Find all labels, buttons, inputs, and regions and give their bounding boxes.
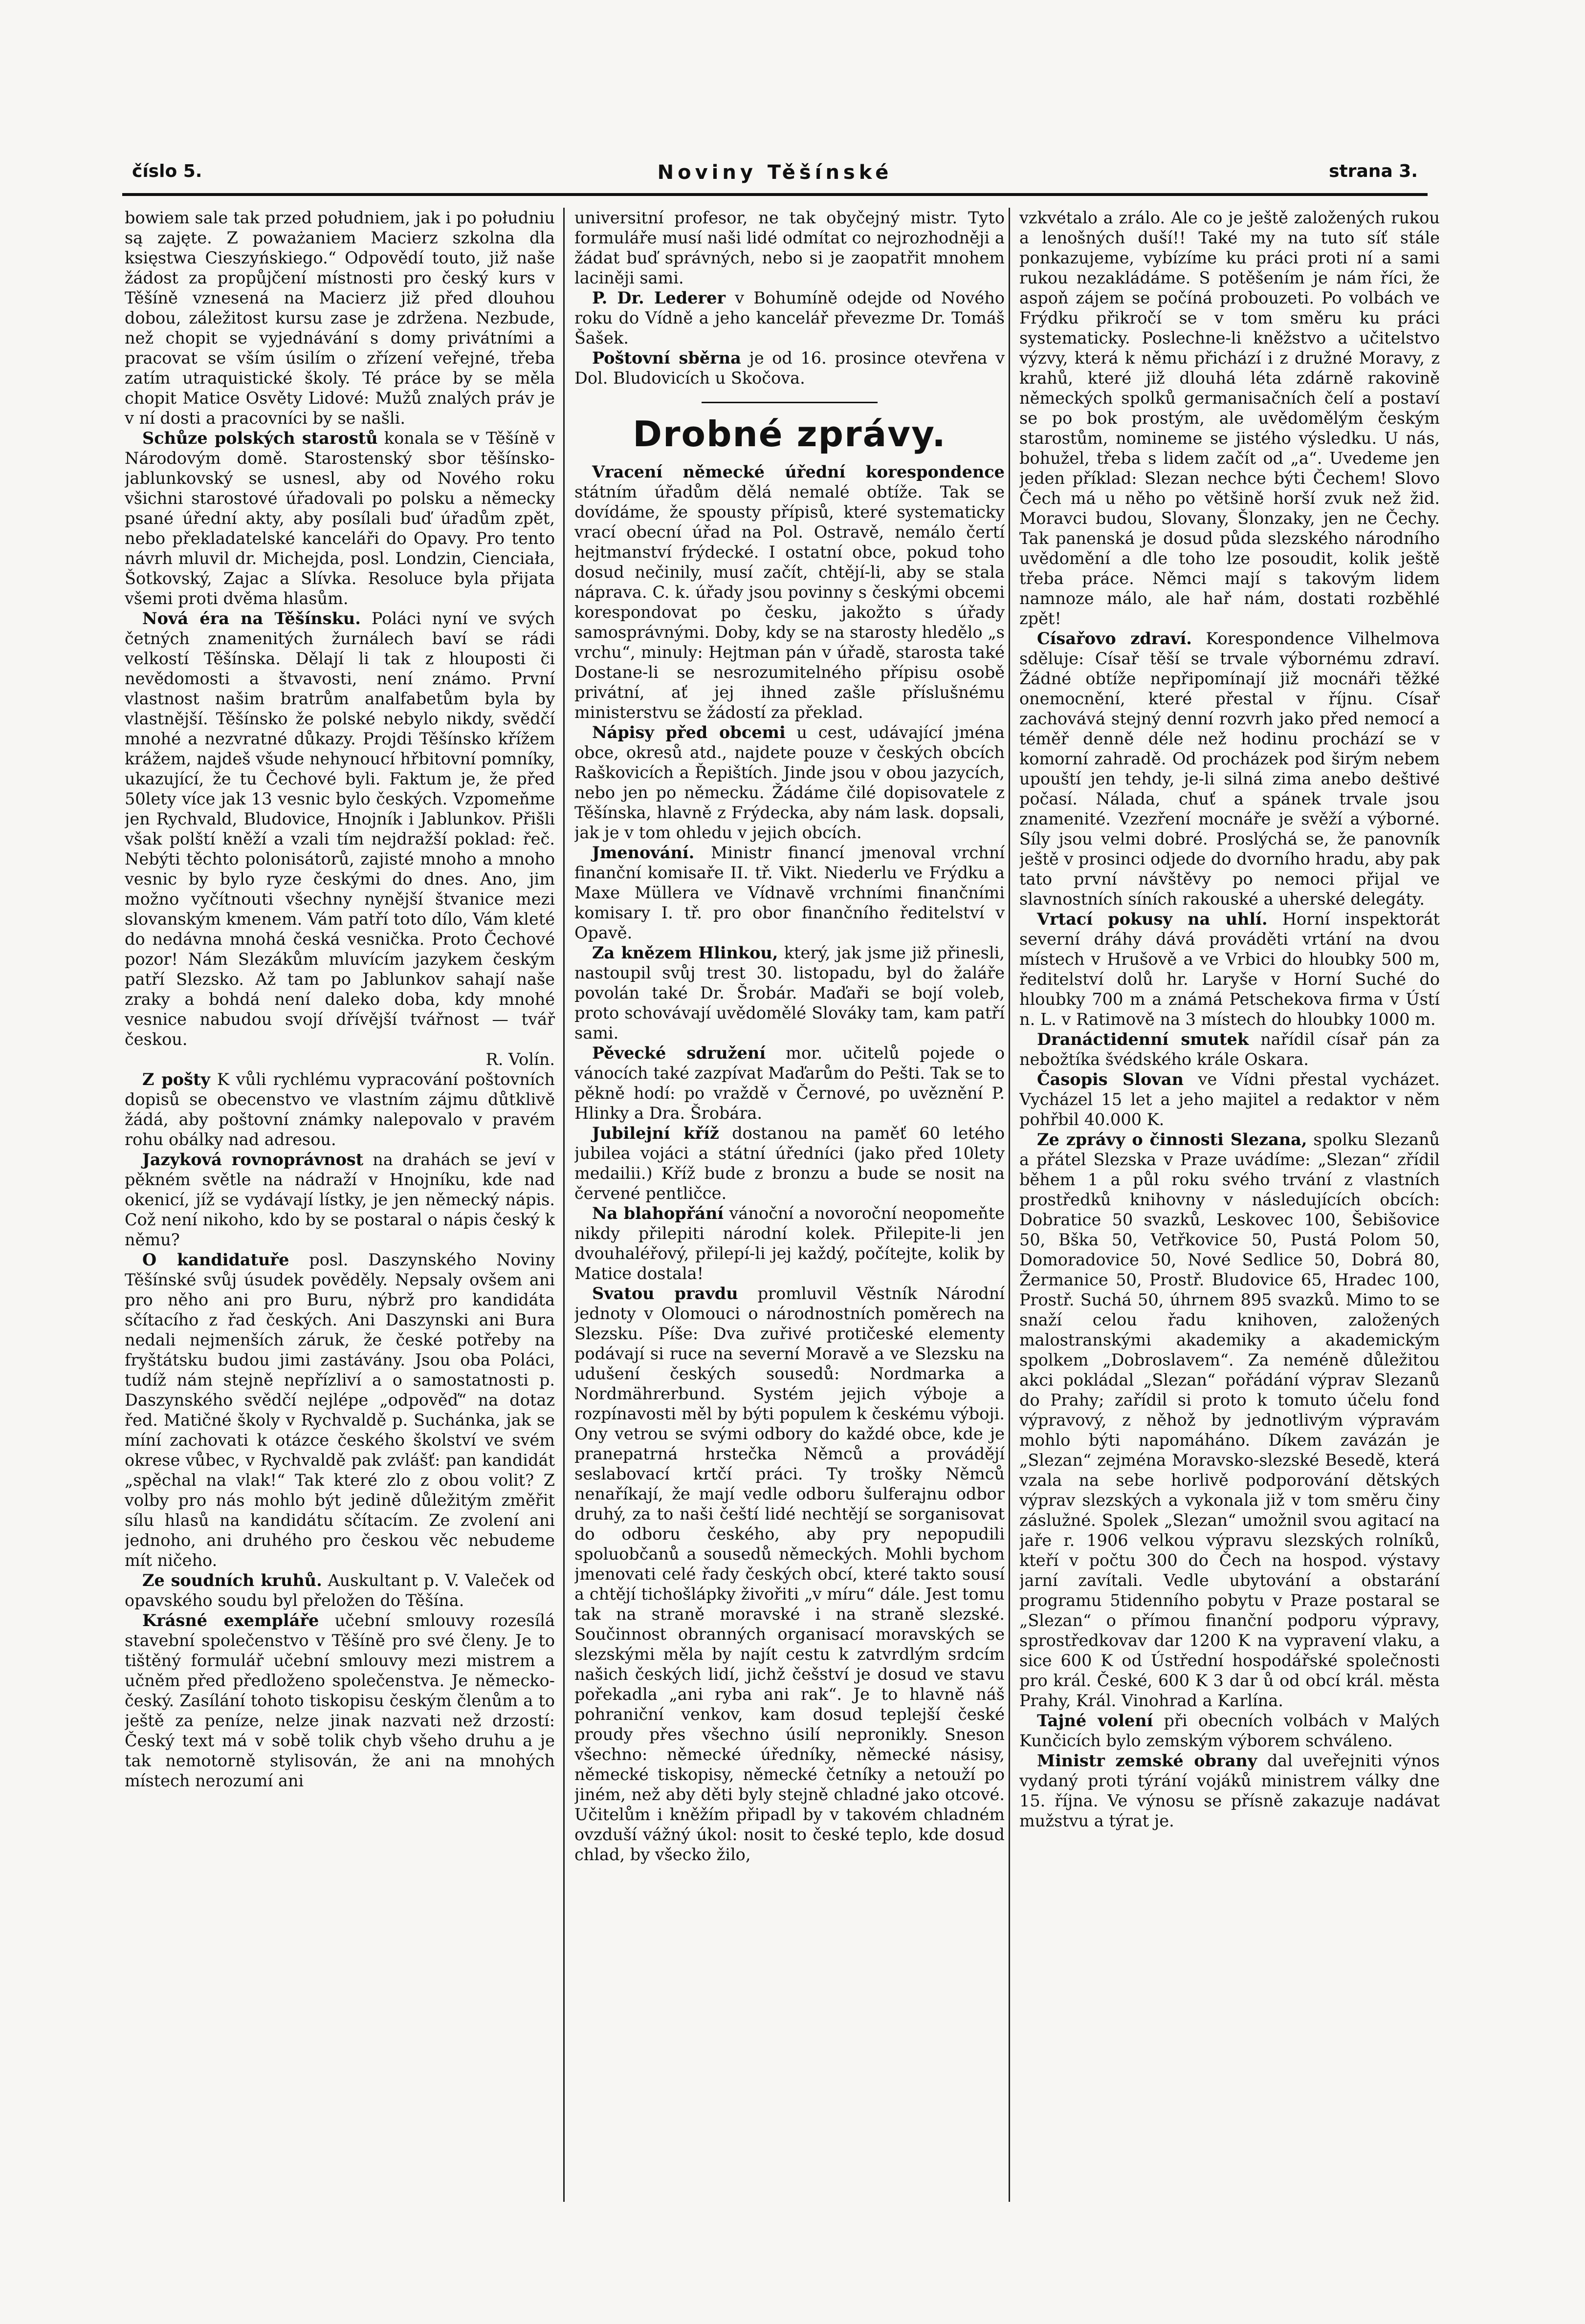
article-text: K vůli rychlému vypracování poštovních dopisů se obecenstvo ve vlastním zájmu důtklivě žádá, aby poštovní známky nalepovalo v pravém rohu obálky nad adresou.	[125, 1070, 555, 1149]
article-paragraph	[574, 722, 1005, 843]
article-text: universitní profesor, ne tak obyčejný mistr. Tyto formuláře musí naši lidé odmítat co nejrozhodněji a žádat buď správných, nebo si je zaopatřit mnohem laciněji sami.	[574, 208, 1005, 287]
article-text: Korespondence Vilhelmova sděluje: Císař těší se trvale výbornému zdraví. Žádné obtíže nepřipomínají již mocnáři těžké onemocnění, které přestal v říjnu. Císař zachovává stejný denní rozvrh jako před nemocí a téměř denně déle než hodinu prochází se v komorní zahradě. Od procházek pod širým nebem upouští jen tehdy, je-li silná zima anebo deštivé počasí. Nálada, chuť a spánek trvale jsou znamenité. Vzezření mocnáře je svěží a výborné. Síly jsou velmi dobré. Proslýchá se, že panovník ještě v prosinci odjede do dvorního hradu, aby pak tato první návštěvy po nemoci přijal ve slavnostních síních rakouské a uherské delegáty.	[1019, 629, 1440, 909]
article-text: na drahách se jeví v pěkném světle na nádraží v Hnojníku, kde nad okenicí, jíž se vydávají lístky, je jen německý nápis. Což není nikoho, kdo by se postaral o nápis český k němu?	[125, 1150, 555, 1249]
issue-number: číslo 5.	[132, 161, 202, 181]
article-paragraph	[574, 288, 1005, 348]
article-headline: O kandidatuře	[142, 1250, 289, 1269]
article-paragraph	[125, 428, 555, 608]
article-text: který, jak jsme již přinesli, nastoupil svůj trest 30. listopadu, byl do žaláře povolán také Dr. Šrobár. Maďaři se bojí voleb, proto schovávají uvědomělé Slováky tam, kam patří sami.	[574, 943, 1005, 1043]
page-header	[122, 161, 1428, 191]
article-paragraph	[574, 462, 1005, 722]
author-signature	[125, 1049, 555, 1069]
article-headline: Za knězem Hlinkou,	[592, 943, 778, 962]
article-headline: Jmenování.	[592, 843, 695, 862]
article-headline: Nápisy před obcemi	[592, 723, 786, 742]
article-text: vzkvétalo a zrálo. Ale co je ještě založených rukou a lenošných duší!! Také my na tuto síť stále ponkazujeme, vybízíme ku práci proti ní a sami rukou nezakládáme. S potěšením je nám říci, že aspoň zájem se počíná probouzeti. Po volbách ve Frýdku přikročí se v tom směru ku práci systematicky. Poslechne-li kněžstvo a učitelstvo výzvy, která k němu přichází i z družné Moravy, z krahů, které již dlouhá léta zdárně rakovině německých spolků germanisačních čelí a postaví se po bok prostým, ale uvědomělým českým starostům, nomineme se jistého výsledku. U nás, bohužel, třeba s lidem začít od „a“. Uvedeme jen jeden příklad: Slezan nechce býti Čechem! Slovo Čech má u něho po většině horší zvuk než žid. Moravci budou, Slovany, Šlonzaky, jen ne Čechy. Tak panenská je dosud půda slezského národního uvědomění a dle toho lze posoudit, kolik ještě třeba práce. Němci mají s takovým lidem namnoze málo, ale hař nám, dostati rozběhlé zpět!	[1019, 208, 1440, 628]
article-paragraph	[125, 1610, 555, 1791]
article-paragraph	[125, 208, 555, 428]
article-text: dal uveřejniti výnos vydaný proti týrání vojáků ministrem války dne 15. října. Ve výnosu se přísně zakazuje nadávat mužstvu a týrat je.	[1019, 1751, 1440, 1830]
article-paragraph	[1019, 1069, 1440, 1129]
article-paragraph	[574, 1283, 1005, 1865]
article-text: učební smlouvy rozesílá stavební společenstvo v Těšíně pro své členy. Je to tištěný formulář učební smlouvy mezi mistrem a učněm před předloženo společenstva. Je německo-český. Zasílání tohoto tiskopisu českým členům a to ještě za peníze, nelze jinak nazvati než drzostí: Český text má v sobě tolik chyb všeho druhu a je tak nemotorně stylisován, že ani na mnohých místech nerozumí ani	[125, 1611, 555, 1790]
article-headline: Vracení německé úřední korespondence	[592, 462, 1005, 481]
article-headline: Vrtací pokusy na uhlí.	[1037, 910, 1268, 929]
article-headline: Z pošty	[142, 1070, 210, 1089]
section-heading: Drobné zprávy.	[633, 413, 947, 455]
article-text: při obecních volbách v Malých Kunčicích bylo zemským výborem schváleno.	[1019, 1711, 1440, 1750]
article-paragraph	[574, 943, 1005, 1043]
article-text: ve Vídni přestal vycházet. Vycházel 15 let a jeho majitel a redaktor v něm pohřbil 40.000 K.	[1019, 1070, 1440, 1129]
article-paragraph	[1019, 629, 1440, 909]
article-text: v Bohumíně odejde od Nového roku do Vídně a jeho kancelář převezme Dr. Tomáš Šašek.	[574, 288, 1005, 348]
column-1	[125, 208, 555, 2202]
article-paragraph	[1019, 1711, 1440, 1751]
column-divider	[1009, 208, 1010, 2202]
article-text: dostanou na paměť 60 letého jubilea vojáci a státní úředníci (jako před 10lety medailii.) Kříž bude z bronzu a bude se nosit na červené pentličce.	[574, 1124, 1005, 1203]
column-divider	[563, 208, 565, 2202]
article-paragraph	[574, 1043, 1005, 1123]
article-paragraph	[574, 843, 1005, 943]
article-paragraph	[574, 208, 1005, 288]
header-rule	[122, 193, 1428, 196]
article-headline: Pěvecké sdružení	[592, 1043, 766, 1063]
article-paragraph	[125, 1250, 555, 1570]
article-headline: P. Dr. Lederer	[592, 288, 726, 307]
article-text: konala se v Těšíně v Národovým domě. Starostenský sbor těšínsko-jablunkovský se usnesl, aby od Nového roku všichni starostové úřadovali po polsku a německy psané úřední akty, aby posílali buď úřadům zpět, nebo překladatelské kanceláři do Opavy. Pro tento návrh mluvil dr. Michejda, posl. Londzin, Cienciała, Šotkovský, Zajac a Slívka. Resoluce byla přijata všemi proti dvěma hlasům.	[125, 429, 555, 608]
article-text: R. Volín.	[485, 1050, 555, 1069]
article-headline: Jazyková rovnoprávnost	[142, 1150, 364, 1169]
article-headline: Tajné volení	[1037, 1711, 1153, 1730]
article-headline: Svatou pravdu	[592, 1284, 738, 1303]
article-paragraph	[125, 1150, 555, 1250]
article-headline: Ze zprávy o činnosti Slezana,	[1037, 1130, 1307, 1149]
article-text: mor. učitelů pojede o vánocích také zazpívat Maďarům do Pešti. Tak se to pěkně hodí: po vraždě v Černové, po uvěznění P. Hlinky a Dra. Šrobára.	[574, 1043, 1005, 1123]
article-headline: Poštovní sběrna	[592, 348, 741, 368]
article-headline: Krásné exempláře	[142, 1611, 319, 1630]
article-paragraph	[125, 1570, 555, 1610]
article-paragraph	[1019, 1029, 1440, 1069]
article-paragraph	[1019, 208, 1440, 629]
masthead-title: Noviny Těšínské	[657, 161, 893, 184]
article-headline: Ze soudních kruhů.	[142, 1571, 322, 1590]
page-number: strana 3.	[1329, 161, 1418, 181]
article-text: Ministr financí jmenoval vrchní finanční komisaře II. tř. Vikt. Niederlu ve Frýdku a Maxe Müllera ve Vídnavě vrchními finančními komisary I. tř. pro obor finančního ředitelství v Opavě.	[574, 843, 1005, 942]
article-headline: Nová éra na Těšínsku.	[142, 609, 361, 628]
article-paragraph	[574, 1203, 1005, 1283]
article-headline: Časopis Slovan	[1037, 1070, 1184, 1089]
column-3	[1019, 208, 1440, 2202]
article-paragraph	[125, 608, 555, 1049]
article-text: bowiem sale tak przed południem, jak i po południu są zajęte. Z poważaniem Macierz szkolna dla księstwa Cieszyńskiego.“ Odpovědí touto, již naše žádost za propůjčení místnosti pro český kurs v Těšíně vznesená na Macierz již před dlouhou dobou, záležitost kursu zase je zdržena. Nezbude, než chopit se vyjednávání s domy privátními a pracovat se vším úsilím o zřízení veřejné, třeba zatím utraquistické školy. Té práce by se měla chopit Matice Osvěty Lidové: Mužů znalých práv je v ní dosti a pracovníci by se našli.	[125, 208, 555, 428]
article-headline: Ministr zemské obrany	[1037, 1751, 1257, 1770]
article-text: u cest, udávající jména obce, okresů atd., najdete pouze v českých obcích Raškovicích a Řepištích. Jinde jsou v obou jazycích, nebo jen po německu. Žádáme čilé dopisovatele z Těšínska, hlavně z Frýdecka, aby nám lask. dopsali, jak je v tom ohledu v jejich obcích.	[574, 723, 1005, 842]
article-paragraph	[125, 1069, 555, 1150]
article-text: Horní inspektorát severní dráhy dává prováděti vrtání na dvou místech v Hrušově a ve Vrbici do hloubky 500 m, ředitelství dolů hr. Laryše v Horní Suché do hloubky 700 m a známá Petschekova firma v Ústí n. L. v Ratimově na 3 místech do hloubky 1000 m.	[1019, 910, 1440, 1029]
column-2	[574, 208, 1005, 2202]
article-text: Auskultant p. V. Valeček od opavského soudu byl přeložen do Těšína.	[125, 1571, 555, 1610]
article-text: Poláci nyní ve svých četných znamenitých žurnálech baví se rádi velkostí Těšínska. Dělají li tak z hlouposti či nevědomosti a štvavosti, není známo. První vlastnost našim bratrům analfabetům byla by vlastnější. Těšínsko že polské nebylo nikdy, svědčí mnohé a nezvratné důkazy. Projdi Těšínsko křížem krážem, najdeš všude nehynoucí hřbitovní pomníky, ukazující, že tu Čechové byli. Faktum je, že před 50lety více jak 13 vesnic bylo českých. Vzpomeňme jen Rychvald, Bludovice, Hnojník i Jablunkov. Přišli však polští kněží a vzali tím nejdražší poklad: řeč. Nebýti těchto polonisátorů, zajisté mnoho a mnoho vesnic by bylo ryze českými do dnes. Ano, jim možno vyčítnouti všechny nynější štvanice mezi slovanským kmenem. Vám patří toto dílo, Vám kleté do nedávna mnohá česká vesnička. Proto Čechové pozor! Nám Slezákům mluvícím jazykem českým patří Slezsko. Až tam po Jablunkov sahají naše zraky a bohdá není daleko doba, kdy mnohé vesnice nabudou svojí dřívější tvářnost — tvář českou.	[125, 609, 555, 1049]
article-text: spolku Slezanů a přátel Slezska v Praze uvádíme: „Slezan“ zřídil během 1 a půl roku svého trvání z vlastních prostředků knihovny v následujících obcích: Dobratice 50 svazků, Leskovec 100, Šebišovice 50, Bška 50, Vetřkovice 50, Pustá Polom 50, Domoradovice 50, Nové Sedlice 50, Dobrá 80, Žermanice 50, Prostř. Bludovice 65, Hradec 100, Prostř. Suchá 50, úhrnem 895 svazků. Mimo to se snaží celou řadu knihoven, založených malostranskými akademiky a akademickým spolkem „Dobroslavem“. Za neméně důležitou akci pokládal „Slezan“ pořádání výprav Slezanů do Prahy; zařídil si proto k tomuto účelu fond výpravový, z něhož by jednotlivým výpravám mohlo býti napomáháno. Díkem zavázán je „Slezan“ zejména Moravsko-slezské Besedě, která vzala na sebe horlivě podporování dětských výprav slezských a vykonala již v tom směru činy záslužné. Spolek „Slezan“ umožnil svou agitací na jaře r. 1906 velkou výpravu slezských rolníků, kteří v počtu 300 do Čech na hospod. výstavy jarní zavítali. Vedle ubytování a obstarání programu 5tidenního pobytu v Praze postaral se „Slezan“ o přímou finanční podporu výpravy, sprostředkovav dar 1200 K na vypravení vlaku, a sice 600 K od Ústřední hospodářské společnosti pro král. České, 600 K 3 dar ů od obcí král. města Prahy, Král. Vinohrad a Karlína.	[1019, 1130, 1440, 1710]
section-rule	[702, 402, 878, 403]
article-paragraph	[574, 348, 1005, 388]
article-text: je od 16. prosince otevřena v Dol. Bludovicích u Skočova.	[574, 348, 1005, 388]
article-paragraph	[1019, 909, 1440, 1029]
article-paragraph	[1019, 1751, 1440, 1831]
article-headline: Jubilejní kříž	[592, 1124, 719, 1143]
article-text: posl. Daszynského Noviny Těšínské svůj úsudek pověděly. Nepsaly ovšem ani pro něho ani pro Buru, nýbrž pro kandidáta sčítacího z řad českých. Ani Daszynski ani Bura nedali nejmenších záruk, že české potřeby na fryštátsku budou jimi zastávány. Jsou oba Poláci, tudíž nám stejně nepřízliví a o samostatnosti p. Daszynského svědčí nejlépe „odpověď“ na dotaz řed. Matičné školy v Rychvaldě p. Suchánka, jak se míní zachovati k otázce českého školství ve svém okrese vůbec, v Rychvaldě pak zvlášť: pan kandidát „spěchal na vlak!“ Tak které zlo z obou volit? Z volby pro nás mohlo být jedině důležitým změřit sílu hlasů na kandidátu sčítacím. Ze zvolení ani jednoho, ani druhého pro českou věc nebudeme mít ničeho.	[125, 1250, 555, 1570]
article-text: nařídil císař pán za nebožtíka švédského krále Oskara.	[1019, 1030, 1440, 1069]
article-headline: Na blahopřání	[592, 1204, 724, 1223]
article-text: promluvil Věstník Národní jednoty v Olomouci o národnostních poměrech na Slezsku. Píše: Dva zuřivé protičeské elementy podávají si ruce na severní Moravě a ve Slezsku na udušení českých sousedů: Nordmarka a Nordmährerbund. Systém jejich výboje a rozpínavosti měl by býti populem k českému výboji. Ony vetrou se svými odbory do každé obce, kde je pranepatrná hrstečka Němců a provádějí seslabovací krtčí práci. Ty trošky Němců nenaříkají, že mají vedle odboru šulferajnu odbor druhý, za to naši čeští lidé nechtějí se sorganisovat do odboru českého, aby pry nepopudili spoluobčanů a sousedů německých. Mohli bychom jmenovati celé řady českých obcí, které takto sousí a chtějí tichošlápky živořiti „v míru“ dále. Jest tomu tak na straně moravské i na straně slezské. Součinnost obranných organisací moravských se slezskými měla by najít cestu k zatvrdlým srdcím našich českých lidí, jichž češství je dosud ve stavu pořekadla „ani ryba ani rak“. Je to hlavně náš pohraniční venkov, kam dosud teplejší české proudy přes všechno úsilí nepronikly. Sneson všechno: německé úředníky, německé násisy, německé tiskopisy, německé četníky a netouží po jiném, než aby děti byly stejně chladné jako otcové. Učitelům i kněžím připadl by v takovém chladném ovzduší vážný úkol: nosit to české teplo, kde dosud chlad, by všecko žilo,	[574, 1284, 1005, 1864]
article-headline: Dranáctidenní smutek	[1037, 1030, 1249, 1049]
article-headline: Císařovo zdraví.	[1037, 629, 1192, 648]
article-headline: Schůze polských starostů	[142, 429, 378, 448]
article-paragraph	[574, 1123, 1005, 1203]
article-paragraph	[1019, 1129, 1440, 1711]
article-text: vánoční a novoroční neopomeňte nikdy přilepiti národní kolek. Přilepite-li jen dvouhaléřový, přilepí-li jej každý, počítejte, kolik by Matice dostala!	[574, 1204, 1005, 1283]
article-text: státním úřadům dělá nemalé obtíže. Tak se dovídáme, že spousty přípisů, které systematicky vrací obecní úřad na Pol. Ostravě, nemálo čertí hejtmanství frýdecké. I ostatní obce, pokud toho dosud nečinily, musí začít, chtějí-li, aby se stala náprava. C. k. úřady jsou povinny s českými obcemi korespondovat po česku, jakožto s úřady samosprávnými. Doby, kdy se na starosty hledělo „s vrchu“, minuly: Hejtman pán v úřadě, starosta také Dostane-li se nesrozumitelného přípisu osobě privátní, ať jej ihned zašle příslušnému ministerstvu se žádostí za překlad.	[574, 482, 1005, 722]
